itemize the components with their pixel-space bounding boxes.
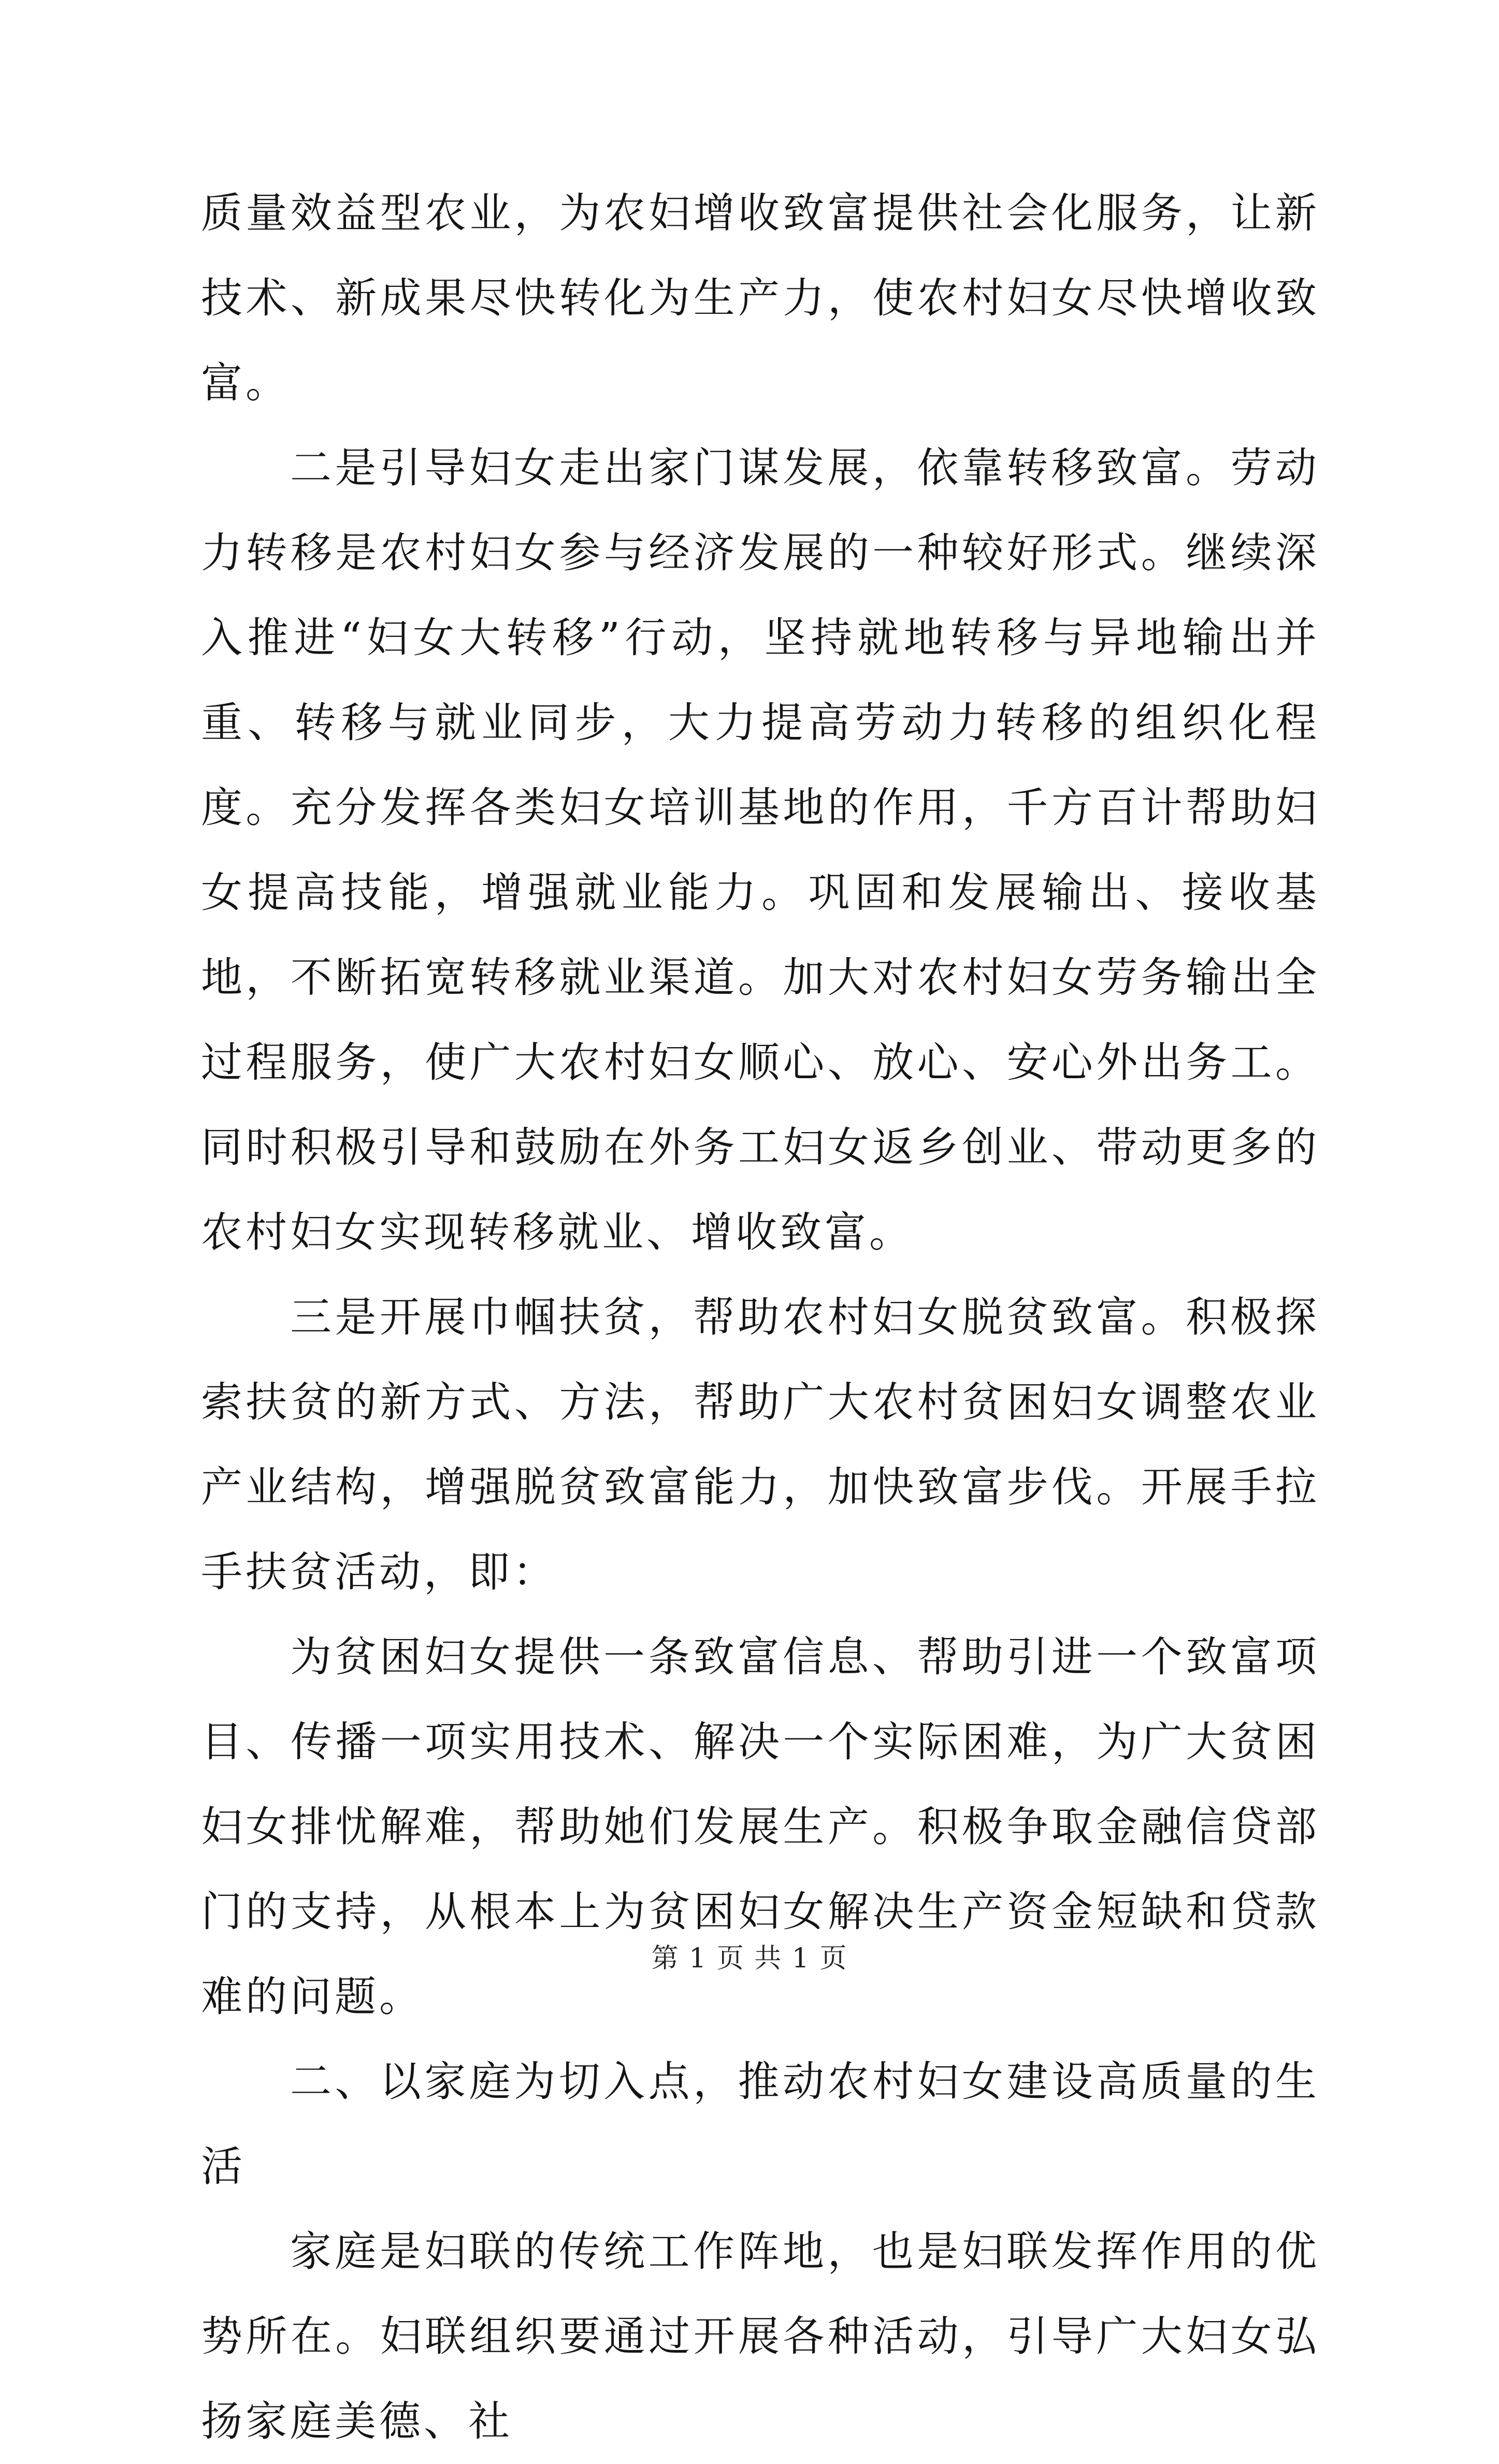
paragraph-poverty-measures: 为贫困妇女提供一条致富信息、帮助引进一个致富项目、传播一项实用技术、解决一个实际困难，为广大贫困妇女排忧解难，帮助她们发展生产。积极争取金融信贷部门的支持，从根本上为贫困妇女解决生产资金短缺和贷款难的问题。 — [201, 1633, 1320, 2021]
paragraph-labor-transfer: 二是引导妇女走出家门谋发展，依靠转移致富。劳动力转移是农村妇女参与经济发展的一种较好形式。继续深入推进“妇女大转移”行动，坚持就地转移与异地输出并重、转移与就业同步，大力提高劳动力转移的组织化程度。充分发挥各类妇女培训基地的作用，千方百计帮助妇女提高技能，增强就业能力。巩固和发展输出、接收基地，不断拓宽转移就业渠道。加大对农村妇女劳务输出全过程服务，使广大农村妇女顺心、放心、安心外出务工。同时积极引导和鼓励在外务工妇女返乡创业、带动更多的农村妇女实现转移就业、增收致富。 — [201, 444, 1320, 1256]
paragraph-family: 家庭是妇联的传统工作阵地，也是妇联发挥作用的优势所在。妇联组织要通过开展各种活动，引导广大妇女弘扬家庭美德、社 — [201, 2227, 1320, 2445]
section-heading-family: 二、以家庭为切入点，推动农村妇女建设高质量的生活 — [201, 2057, 1320, 2191]
document-body — [201, 171, 1320, 2464]
paragraph-poverty-relief: 三是开展巾帼扶贫，帮助农村妇女脱贫致富。积极探索扶贫的新方式、方法，帮助广大农村贫困妇女调整农业产业结构，增强脱贫致富能力，加快致富步伐。开展手拉手扶贫活动，即： — [201, 1293, 1320, 1596]
page-footer: 第 1 页 共 1 页 — [651, 1943, 848, 1974]
paragraph-continuation: 质量效益型农业，为农妇增收致富提供社会化服务，让新技术、新成果尽快转化为生产力，使农村妇女尽快增收致富。 — [201, 189, 1320, 407]
